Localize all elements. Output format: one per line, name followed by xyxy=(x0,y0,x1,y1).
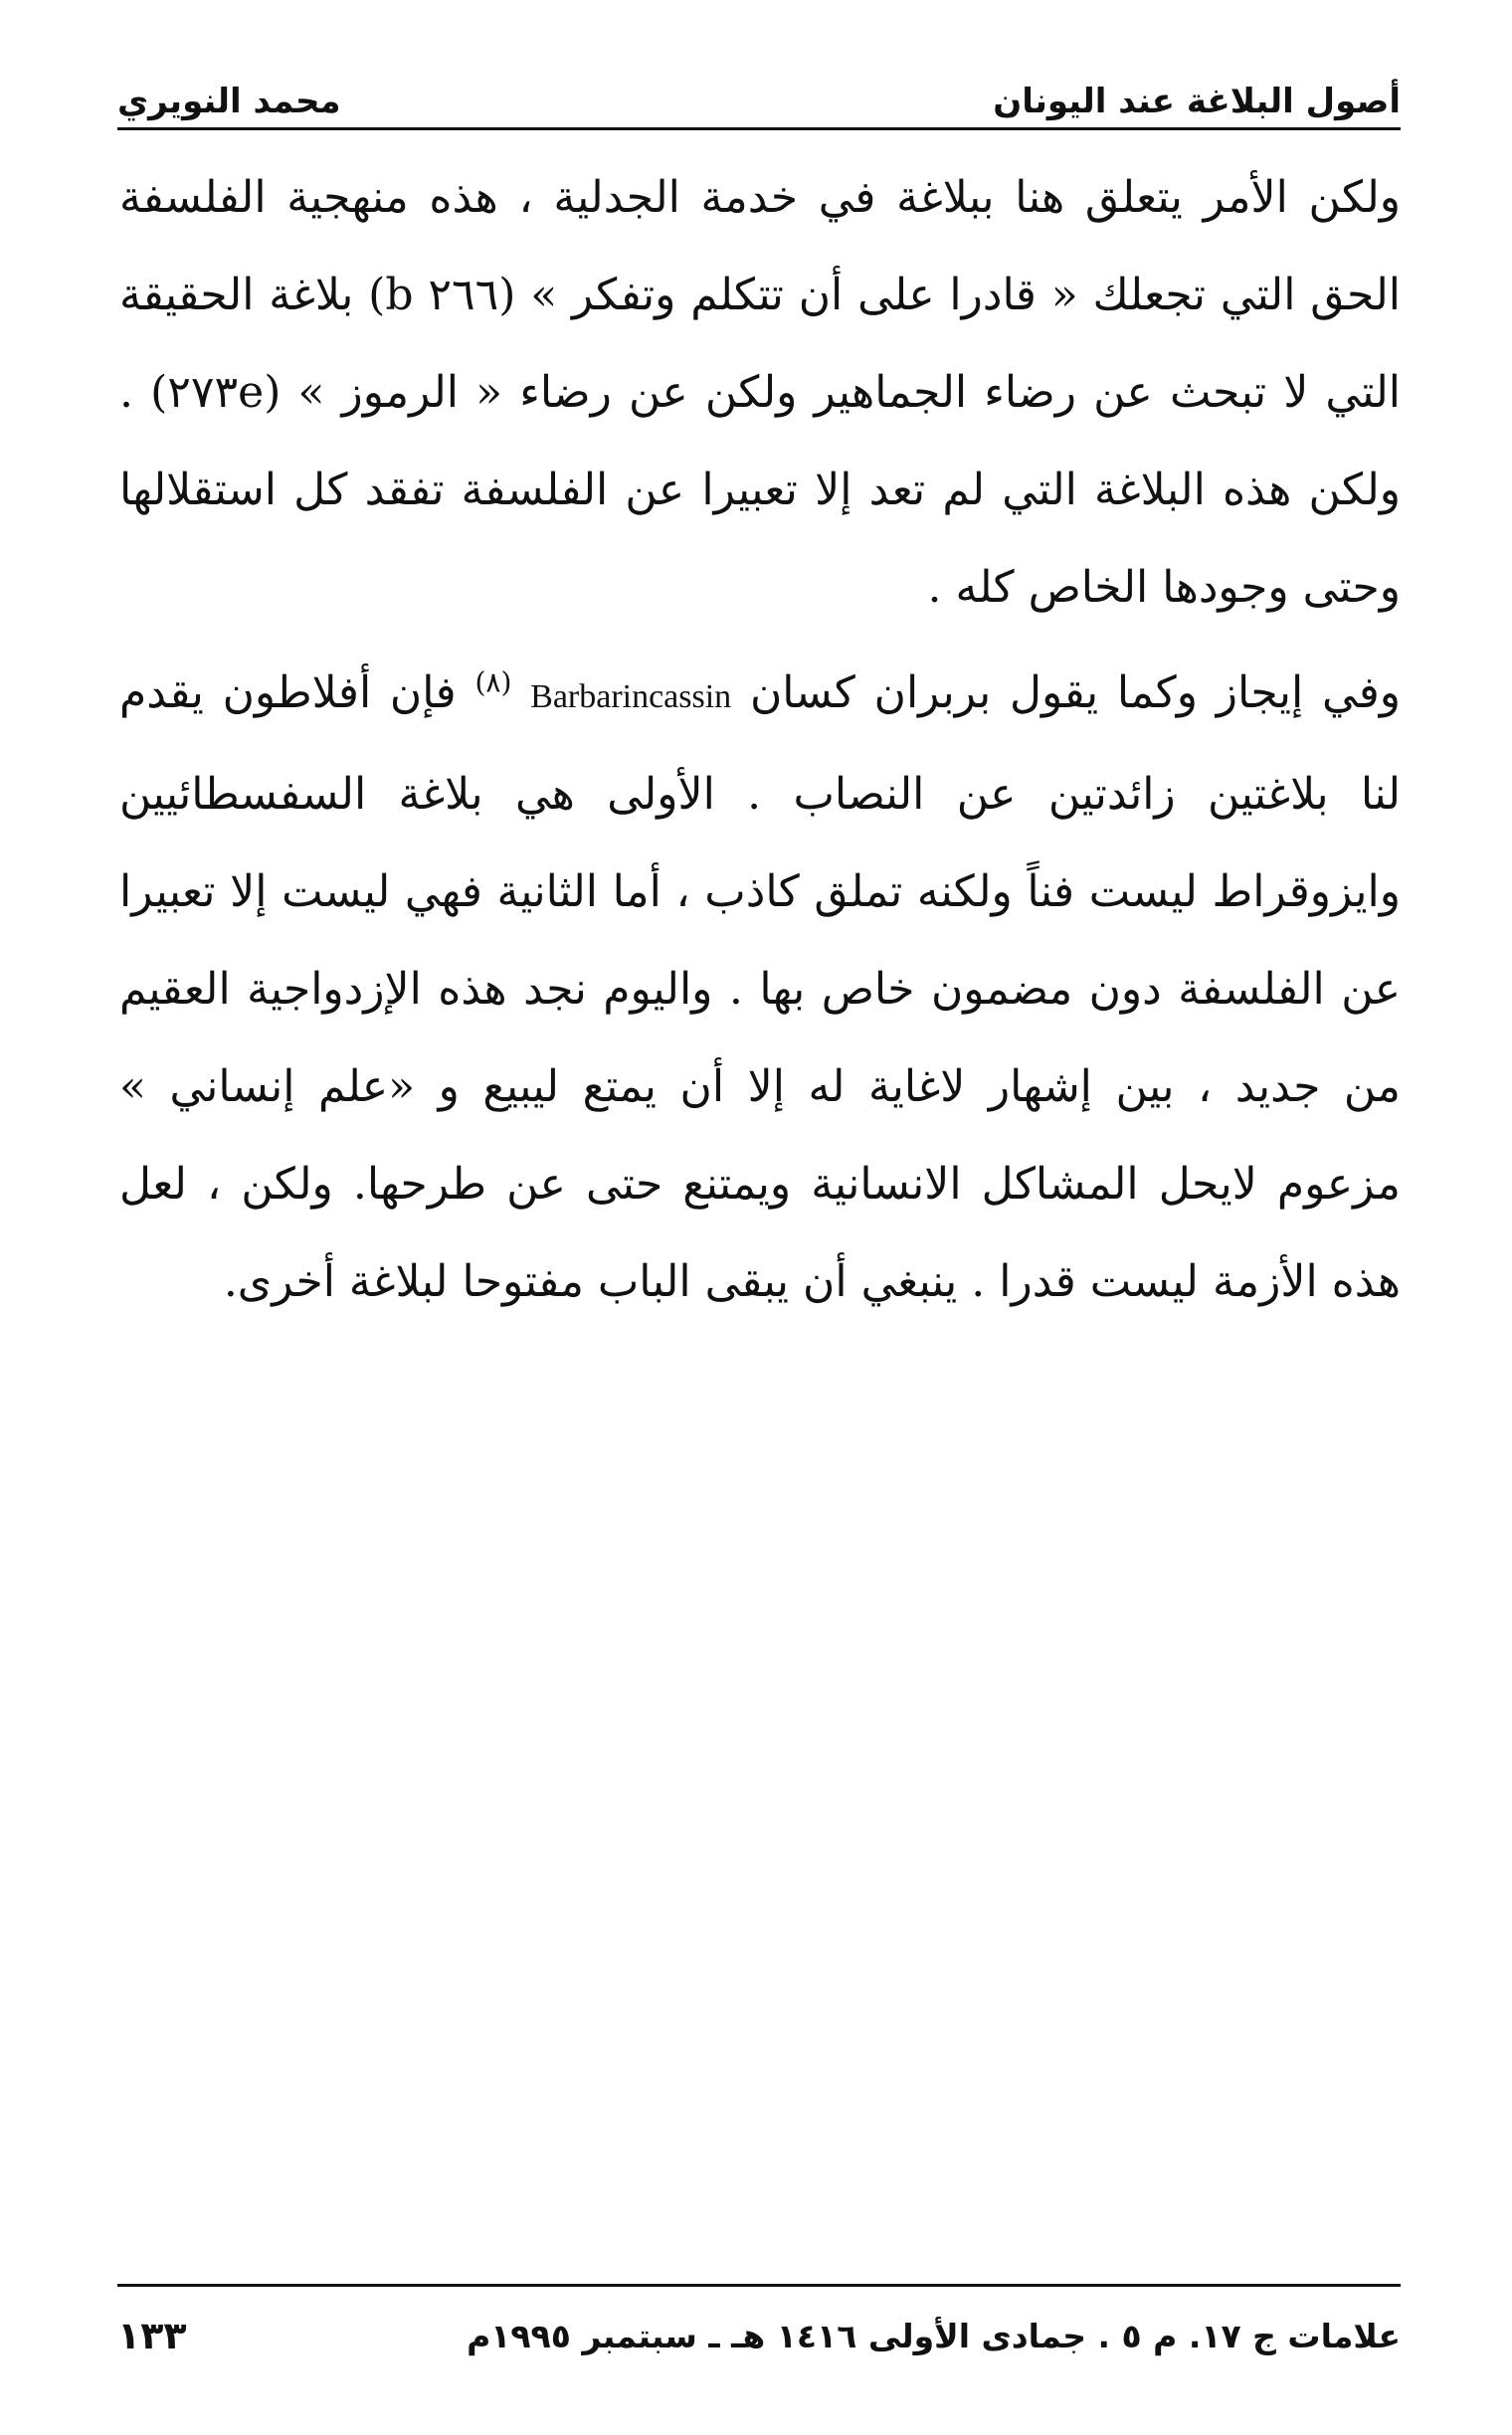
paragraph-2-opening: وفي إيجاز وكما يقول بربران كسان xyxy=(749,667,1401,718)
issue-info: علامات ج ١٧. م ٥ . جمادى الأولى ١٤١٦ هـ ـ سبتمبر ١٩٩٥م xyxy=(467,2316,1401,2355)
body-text xyxy=(119,149,1401,1331)
running-footer xyxy=(117,2306,1401,2365)
running-header xyxy=(117,62,1401,121)
page-number: ١٣٣ xyxy=(117,2314,187,2357)
latin-name: Barbarincassin xyxy=(530,678,732,715)
footer-rule xyxy=(117,2284,1401,2287)
author-name: محمد النويري xyxy=(117,82,341,121)
header-rule xyxy=(117,127,1401,130)
paragraph-2 xyxy=(119,645,1401,1331)
footnote-mark: (٨) xyxy=(474,665,512,699)
paragraph-2-rest: فإن أفلاطون يقدم لنا بلاغتين زائدتين عن النصاب . الأولى هي بلاغة السفسطائيين وايزوقراط ليست فناً ولكنه تملق كاذب ، أما الثانية فهي ليست إلا تعبيرا عن الفلسفة دون مضمون خاص بها . واليوم نجد هذه الإزدواجية العقيم من جديد ، بين إشهار لاغاية له إلا أن يمتع ليبيع و «علم إنساني » مزعوم لايحل المشاكل الانسانية ويمتنع حتى عن طرحها. ولكن ، لعل هذه الأزمة ليست قدرا . ينبغي أن يبقى الباب مفتوحا لبلاغة أخرى. xyxy=(119,667,1401,1307)
book-title: أصول البلاغة عند اليونان xyxy=(993,82,1401,121)
paragraph-1: ولكن الأمر يتعلق هنا ببلاغة في خدمة الجدلية ، هذه منهجية الفلسفة الحق التي تجعلك « قادرا على أن تتكلم وتفكر » (٢٦٦ b) بلاغة الحقيقة التي لا تبحث عن رضاء الجماهير ولكن عن رضاء « الرموز » (٢٧٣e) . ولكن هذه البلاغة التي لم تعد إلا تعبيرا عن الفلسفة تفقد كل استقلالها وحتى وجودها الخاص كله . xyxy=(119,172,1401,613)
